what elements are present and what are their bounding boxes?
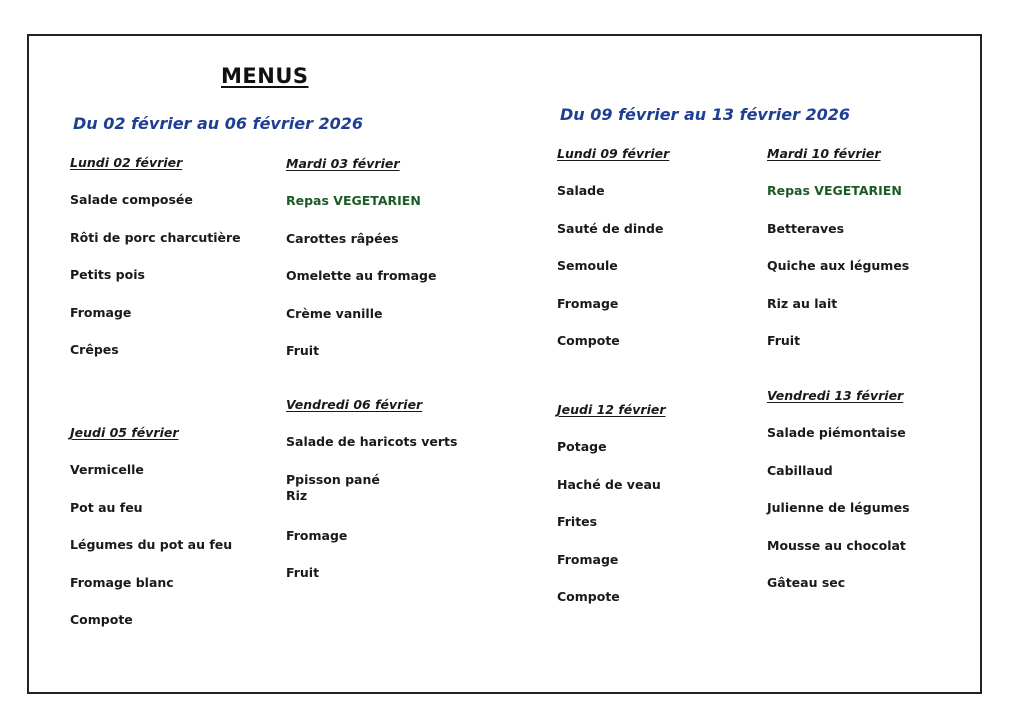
menu-item: Crêpes	[70, 342, 119, 357]
menu-item: Mousse au chocolat	[767, 537, 906, 553]
day-title: Vendredi 06 février	[286, 397, 423, 412]
menu-item: Omelette au fromage	[286, 268, 437, 283]
menu-item: Carottes râpées	[286, 230, 399, 246]
menu-item: Salade composée	[70, 192, 193, 207]
menu-item: Semoule	[557, 258, 618, 273]
menu-item: Fruit	[286, 343, 320, 358]
day-jeudi-05	[70, 425, 232, 639]
day-title: Jeudi 05 février	[70, 425, 179, 440]
menu-item: Frites	[557, 514, 598, 529]
day-vendredi-06	[286, 397, 457, 592]
menu-item: Pot au feu	[70, 499, 143, 515]
menu-item: Gâteau sec	[767, 575, 846, 590]
day-vendredi-13	[767, 388, 910, 602]
menu-item: Rôti de porc charcutière	[70, 229, 241, 245]
week-2-title: Du 09 février au 13 février 2026	[560, 105, 851, 124]
menu-item: Légumes du pot au feu	[70, 537, 233, 552]
menu-item: Crème vanille	[286, 305, 383, 321]
menu-item: Compote	[557, 333, 620, 348]
day-title: Vendredi 13 février	[767, 388, 904, 403]
menu-item: Fruit	[286, 565, 320, 580]
menu-item-vegetarian: Repas VEGETARIEN	[286, 193, 421, 208]
page-title: MENUS	[221, 64, 309, 88]
menu-item-vegetarian: Repas VEGETARIEN	[767, 183, 902, 198]
menu-item: Haché de veau	[557, 476, 661, 492]
menu-item: Riz au lait	[767, 295, 838, 311]
day-title: Mardi 10 février	[767, 146, 881, 161]
day-title: Mardi 03 février	[286, 156, 400, 171]
menu-item: Cabillaud	[767, 462, 833, 478]
day-title: Lundi 09 février	[557, 146, 670, 161]
week-1-title: Du 02 février au 06 février 2026	[73, 114, 364, 133]
menu-item: Petits pois	[70, 267, 145, 282]
day-mardi-03	[286, 156, 436, 370]
day-title: Jeudi 12 février	[557, 402, 666, 417]
day-lundi-02	[70, 155, 241, 369]
day-title: Lundi 02 février	[70, 155, 183, 170]
menu-item: Fruit	[767, 333, 801, 348]
menu-item: Compote	[70, 612, 133, 627]
menu-item: Salade de haricots verts	[286, 434, 458, 449]
day-mardi-10	[767, 146, 909, 360]
day-lundi-09	[557, 146, 669, 360]
day-jeudi-12	[557, 402, 666, 616]
menu-item: Salade piémontaise	[767, 425, 906, 440]
menu-item: Julienne de légumes	[767, 500, 910, 515]
menu-item: Betteraves	[767, 220, 845, 236]
menu-item: Fromage	[557, 551, 619, 567]
menu-item: Fromage	[557, 295, 619, 311]
menu-item: Fromage	[286, 527, 348, 543]
menu-item: Quiche aux légumes	[767, 258, 910, 273]
menu-item: Vermicelle	[70, 462, 144, 477]
menu-item: Ppisson pané Riz	[286, 471, 380, 503]
menu-item: Compote	[557, 589, 620, 604]
menu-item: Fromage	[70, 304, 132, 320]
menu-item: Fromage blanc	[70, 574, 174, 590]
menu-item: Salade	[557, 183, 605, 198]
menu-item: Sauté de dinde	[557, 220, 664, 236]
menu-item: Potage	[557, 439, 607, 454]
